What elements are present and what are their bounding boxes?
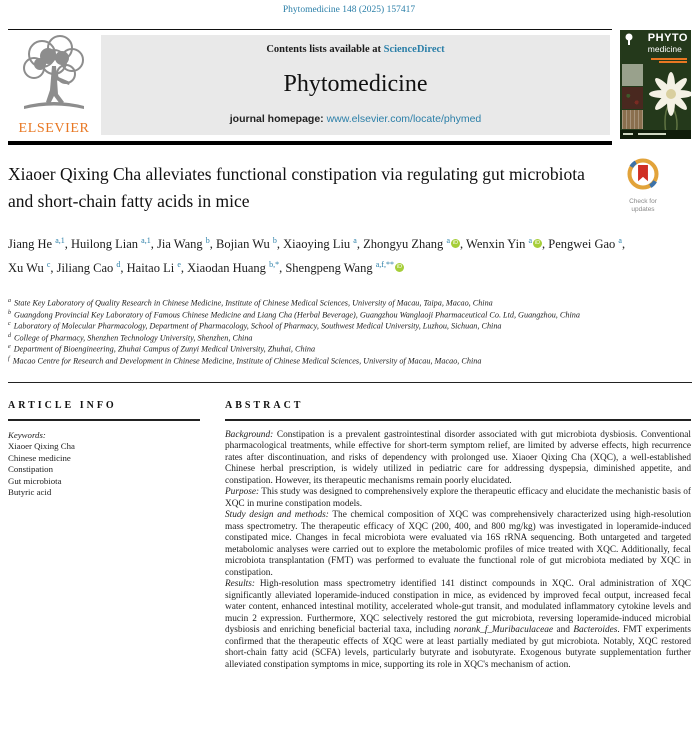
author-affiliation-marker: a — [353, 236, 357, 245]
author-affiliation-marker: e — [177, 259, 181, 269]
journal-cover-thumbnail — [620, 30, 691, 139]
author-affiliation-marker: b — [205, 236, 210, 245]
cover-footer-band — [620, 130, 691, 139]
paragraph-label: Results: — [225, 579, 255, 589]
journal-homepage-link[interactable]: www.elsevier.com/locate/phymed — [326, 113, 482, 125]
contents-lists-line — [266, 44, 444, 55]
author — [8, 261, 57, 275]
affiliation-text: Laboratory of Molecular Pharmacology, Department of Pharmacology, School of Pharmacy, Southwest Medical University, Luzhou, Sichuan, China — [11, 321, 502, 331]
article-title: Xiaoer Qixing Cha alleviates functional constipation via regulating gut microbiota and short-chain fatty acids in mice — [8, 164, 585, 211]
paragraph-label: Study design and methods: — [225, 510, 329, 520]
author-separator: , — [621, 237, 626, 252]
paragraph-text: High-resolution mass spectrometry identified 141 distinct compounds in XQC. Oral administration of XQC significantly alleviated loperamide-induced constipation in mice, as evidenced by improved fecal output, increased fecal water content, enhanced intestinal motility, accelerated whole-gut transit, and modulated inflammatory cytokine levels and mucin 2 expression. Furthermore, XQC selectively restored the gut microbiota, reversing loperamide-induced microbial dysbiosis and enriching beneficial bacterial taxa, including norank_f_Muribaculaceae and Bacteroides. FMT experiments confirmed that the therapeutic effects of XQC were at least partially mediated by gut microbiota. Notably, XQC restored short-chain fatty acid (SCFA) levels, particularly butyrate and isobutyrate. Exogenous butyrate supplementation further alleviated constipation symptoms in mice, supporting its role in XQC's mechanism of action. — [225, 579, 692, 670]
affiliation-marker: f — [8, 355, 10, 362]
affiliation-marker: b — [8, 309, 11, 316]
author-list — [8, 231, 632, 278]
paragraph-label: Background: — [225, 429, 274, 440]
author-separator: , — [150, 237, 157, 252]
author — [363, 237, 466, 251]
author — [8, 237, 71, 251]
keyword: Constipation — [8, 464, 53, 474]
author-separator: , — [120, 260, 127, 275]
cover-subtitle-bar — [651, 58, 687, 60]
author-name: Haitao Li — [126, 260, 178, 275]
affiliation — [8, 355, 692, 367]
affiliation — [8, 343, 692, 355]
paragraph-text: Constipation is a prevalent gastrointestinal disorder associated with gut microbiota dysbiosis. Conventional pharmacological treatments, while effective for short-term symptom relief, are limited by adverse effects, high recurrence rates after discontinuation, and risks of dependency with prolonged use. Xiaoer Qixing Cha (XQC), a well-established Chinese herbal prescription, is widely utilized in pediatric care for addressing dyspepsia, diminished appetite, and constipation. However, its therapeutic mechanisms remain poorly elucidated. — [225, 429, 692, 486]
cover-elsevier-tree-icon — [623, 33, 635, 47]
contents-lists-text: Contents lists available at — [266, 44, 381, 55]
cover-image-patch — [622, 87, 643, 109]
affiliation-marker: d — [8, 332, 11, 339]
journal-banner — [101, 35, 610, 135]
cover-flower-image — [641, 64, 691, 136]
author-name: Bojian Wu — [216, 237, 273, 252]
divider — [8, 141, 612, 145]
author-name: Jia Wang — [156, 237, 206, 252]
author-affiliation-marker: a,1 — [141, 236, 151, 245]
keyword: Gut microbiota — [8, 475, 62, 486]
check-for-updates-label: Check for updates — [629, 198, 657, 213]
journal-homepage-line — [230, 113, 482, 125]
elsevier-tree-icon — [14, 32, 94, 116]
keyword: Xiaoer Qixing Cha — [8, 441, 75, 451]
abstract-paragraph — [225, 487, 691, 510]
author — [127, 261, 188, 275]
author-affiliation-marker: a — [618, 236, 622, 245]
divider — [225, 419, 691, 421]
author-separator: , — [64, 237, 72, 252]
affiliation-text: Department of Bioengineering, Zhuhai Campus of Zunyi Medical University, Zhuhai, China — [11, 344, 316, 354]
author-name: Jiliang Cao — [56, 260, 117, 275]
author-separator: , — [209, 237, 216, 252]
paragraph-label: Purpose: — [225, 487, 260, 497]
keywords-label: Keywords: — [8, 429, 46, 440]
sciencedirect-link[interactable]: ScienceDirect — [383, 44, 445, 55]
affiliation-text: Guangdong Provincial Key Laboratory of Famous Chinese Medicine and Liang Cha (Herbal Beverage), Guangzhou Wanglaoji Pharmaceutical Co. Ltd, Guangzhou, China — [12, 310, 580, 320]
affiliation-list — [8, 297, 692, 366]
cover-title-bottom: medicine — [647, 44, 682, 54]
cover-image-patch — [622, 64, 643, 86]
orcid-icon[interactable]: iD — [534, 240, 541, 247]
author-name: Xiaoying Liu — [283, 237, 354, 252]
author — [285, 261, 404, 275]
author-name: Huilong Lian — [71, 237, 142, 252]
cover-image-patch — [622, 110, 643, 129]
author-name: Zhongyu Zhang — [363, 237, 447, 252]
author — [466, 237, 548, 251]
author — [548, 237, 625, 251]
keyword: Chinese medicine — [8, 452, 71, 463]
abstract-paragraph — [225, 430, 691, 488]
elsevier-logo — [10, 32, 98, 140]
cover-title-top: PHYTO — [647, 32, 688, 44]
affiliation — [8, 320, 692, 332]
cover-title — [648, 33, 688, 54]
author-separator: , — [542, 237, 549, 252]
keywords-list — [8, 441, 200, 499]
citation-line: Phytomedicine 148 (2025) 157417 — [282, 5, 416, 15]
affiliation — [8, 297, 692, 309]
article-info-heading: ARTICLE INFO — [8, 400, 117, 411]
author-name: Pengwei Gao — [548, 237, 619, 252]
affiliation-marker: e — [8, 344, 11, 351]
affiliation — [8, 309, 692, 321]
author-separator: , — [180, 260, 188, 275]
paragraph-text: This study was designed to comprehensively explore the therapeutic efficacy and elucidate the mechanistic basis of XQC in murine constipation models. — [225, 487, 691, 509]
author-affiliation-marker: b,* — [269, 259, 280, 269]
author — [71, 237, 157, 251]
keyword: Butyric acid — [8, 487, 52, 497]
crossmark-icon — [625, 156, 661, 192]
orcid-icon[interactable]: iD — [396, 263, 403, 270]
author-name: Shengpeng Wang — [285, 260, 376, 275]
homepage-label: journal homepage: — [229, 113, 324, 125]
affiliation-text: Macao Centre for Research and Development in Chinese Medicine, Institute of Chinese Medical Sciences, University of Macau, Macao, China — [10, 356, 482, 366]
article-info-section — [8, 400, 200, 499]
paragraph-text: The chemical composition of XQC was comprehensively characterized using high-resolution mass spectrometry. The therapeutic efficacy of XQC (200, 400, and 800 mg/kg) was investigated in loperamide-induced constipated mice. Changes in fecal microbiota were evaluated via 16S rRNA sequencing. Both untargeted and targeted metabolomic analyses were carried out to explore the metabolomic profiles of mice treated with XQC. Additionally, fecal microbiota transplantation (FMT) was performed to evaluate the functional role of gut microbiota mediated by XQC in constipation. — [225, 510, 691, 578]
author-separator: , — [276, 237, 284, 252]
affiliation-marker: a — [8, 298, 11, 304]
affiliation-text: College of Pharmacy, Shenzhen Technology University, Shenzhen, China — [12, 333, 253, 343]
author — [216, 237, 283, 251]
author-affiliation-marker: b — [272, 236, 277, 245]
author-affiliation-marker: c — [46, 259, 51, 269]
divider — [8, 382, 692, 383]
author-name: Xiaodan Huang — [187, 260, 270, 275]
author — [283, 237, 363, 251]
affiliation-marker: c — [8, 321, 11, 328]
author-affiliation-marker: a — [446, 236, 450, 245]
abstract-heading: ABSTRACT — [225, 400, 304, 411]
check-for-updates-badge[interactable] — [621, 156, 665, 213]
author-separator: , — [50, 260, 57, 275]
author-affiliation-marker: a — [528, 236, 533, 245]
orcid-icon[interactable]: iD — [452, 240, 459, 247]
author — [157, 237, 216, 251]
affiliation — [8, 332, 692, 344]
cover-subtitle-bar — [659, 61, 687, 63]
author-affiliation-marker: a,f,** — [375, 259, 394, 269]
author-name: Jiang He — [8, 237, 56, 252]
journal-title: Phytomedicine — [283, 70, 428, 97]
abstract-body — [225, 430, 691, 672]
author-separator: , — [279, 260, 286, 275]
divider — [8, 29, 612, 30]
abstract-paragraph — [225, 579, 691, 671]
elsevier-wordmark: ELSEVIER — [18, 121, 90, 136]
author-separator: , — [460, 237, 467, 252]
author-separator: , — [356, 237, 364, 252]
author-affiliation-marker: a,1 — [55, 236, 65, 245]
author — [57, 261, 127, 275]
abstract-paragraph — [225, 510, 691, 579]
abstract-section — [225, 400, 691, 671]
divider — [8, 419, 200, 421]
affiliation-text: State Key Laboratory of Quality Research in Chinese Medicine, Institute of Chinese Medical Sciences, University of Macau, Taipa, Macao, China — [12, 298, 493, 308]
author-name: Wenxin Yin — [466, 237, 529, 252]
author — [187, 261, 285, 275]
author-name: Xu Wu — [8, 260, 47, 275]
author-affiliation-marker: d — [116, 259, 121, 269]
